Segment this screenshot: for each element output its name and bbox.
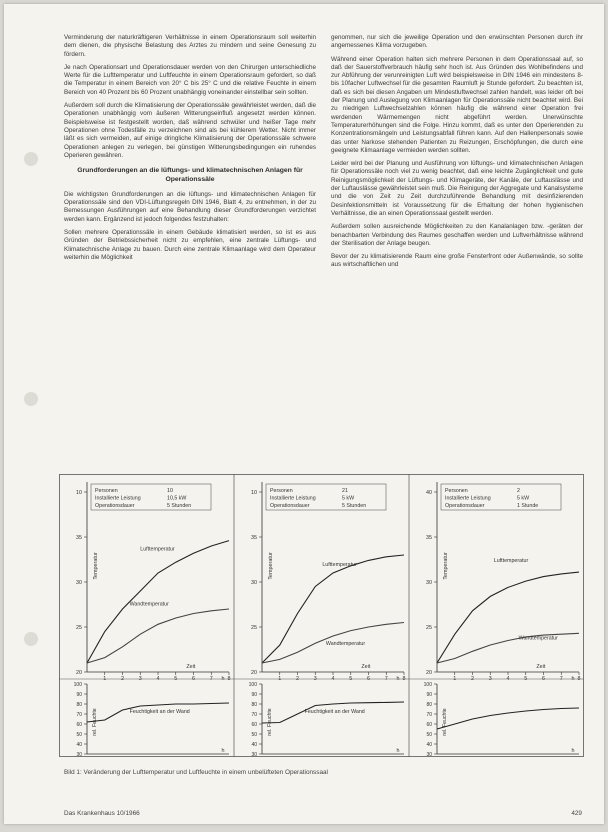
binder-hole	[24, 152, 38, 166]
x-tick-label: 8	[402, 676, 406, 682]
curve-label: Wandtemperatur	[325, 641, 366, 647]
journal-page	[4, 4, 604, 824]
x-tick-label: 3	[138, 676, 142, 682]
y-tick-label: 25	[76, 625, 82, 631]
legend-key: Installierte Leistung	[95, 495, 141, 502]
series-line	[87, 609, 229, 663]
y-tick-label: 40	[426, 490, 432, 496]
paragraph: Sollen mehrere Operationssäle in einem Gebäude klimatisiert werden, so ist es aus Gründen der Betriebssicherheit nicht zu empfehlen, eine zentrale Lüftungs- und Klimatechnische Anlage zu bauen. Durch eine zentrale Klimaanlage wird dem Operateur weiterhin die Möglichkeit	[64, 228, 316, 261]
y-tick-label: 25	[251, 625, 257, 631]
x-axis-label: Zeit	[186, 664, 196, 670]
x-tick-label: 2	[296, 676, 299, 682]
paragraph: genommen, nur sich die jeweilige Operation und den erwünschten Personen durch ihr angemessenes Klima vorzugeben.	[331, 34, 583, 50]
x-unit-label: h	[396, 676, 400, 682]
x-tick-label: 3	[313, 676, 317, 682]
legend-key: Operationsdauer	[445, 503, 485, 509]
figure-caption: Bild 1: Veränderung der Lufttemperatur und Luftfeuchte in einem unbelüfteten Operationssaal	[64, 769, 328, 776]
legend-value: 1 Stunde	[517, 503, 539, 509]
y-axis-label: Temperatur	[268, 552, 274, 580]
x-tick-label: 8	[577, 676, 581, 682]
x-unit-label: h	[571, 748, 575, 754]
legend-key: Personen	[270, 488, 293, 494]
series-line	[437, 572, 579, 663]
x-unit-label: h	[396, 748, 400, 754]
y-tick-label: 100	[73, 682, 82, 688]
y-axis-label: rel. Feuchte	[267, 708, 273, 736]
y-tick-label: 60	[426, 722, 432, 728]
y-tick-label: 50	[76, 732, 82, 738]
y-tick-label: 80	[426, 702, 432, 708]
legend-value: 5 Stunden	[167, 503, 192, 509]
y-tick-label: 10	[251, 490, 257, 496]
y-tick-label: 80	[76, 702, 82, 708]
paragraph: Die wichtigsten Grundforderungen an die lüftungs- und klimatechnischen Anlagen für Operationssäle sind den VDI-Lüftungsregeln DIN 1946, Blatt 4, zu entnehmen, in der zu Bemessungen Ausführungen auf eine Behandlung dieser Grundforderungen verzichtet werden kann. Ergänzend ist jedoch folgendes festzuhalten:	[64, 190, 316, 223]
legend-value: 21	[342, 488, 348, 494]
curve-label: Wandtemperatur	[129, 601, 169, 608]
legend-value: 10	[167, 488, 173, 494]
paragraph: Leider wird bei der Planung und Ausführung von lüftungs- und klimatechnischen Anlagen für Operationssäle noch viel zu wenig beachtet, daß eine leichte Zugänglichkeit und gute Reinigungsmöglichkeit der Lüftungs- und Klimageräte, der Kanäle, der Luftauslässe und der Luftauslässe gewährleistet sein muß. Die Reinigung der Aggregate und Kanalsysteme und die von Zeit zu Zeit durchzuführende Behandlung mit desinfizierenden Desinfektionsmitteln ist Voraussetzung für die Erhaltung der hohen hygienischen Verhältnisse, die an einen Operationssaal gestellt werden.	[331, 160, 583, 217]
x-tick-label: 4	[331, 676, 335, 682]
y-tick-label: 70	[251, 712, 257, 718]
y-tick-label: 60	[76, 722, 82, 728]
y-tick-label: 20	[76, 670, 82, 676]
figure-charts	[59, 474, 584, 757]
y-axis-label: Temperatur	[443, 552, 449, 580]
curve-label: Lufttemperatur	[493, 558, 529, 565]
x-tick-label: 5	[349, 676, 353, 682]
y-tick-label: 70	[426, 712, 432, 718]
y-tick-label: 10	[76, 490, 82, 496]
y-tick-label: 35	[76, 535, 82, 541]
y-tick-label: 40	[426, 742, 432, 748]
left-column	[64, 34, 316, 267]
legend-value: 2	[517, 488, 520, 494]
footer-page-number: 429	[571, 810, 582, 817]
legend-value: 10,5 kW	[167, 495, 187, 502]
legend-key: Operationsdauer	[270, 503, 310, 509]
x-axis-label: Zeit	[361, 664, 371, 670]
legend-value: 5 Stunden	[342, 503, 367, 509]
x-tick-label: 6	[192, 676, 195, 682]
y-tick-label: 25	[426, 625, 432, 631]
x-tick-label: 2	[471, 676, 474, 682]
legend-value: 5 kW	[517, 495, 530, 502]
x-tick-label: 8	[227, 676, 231, 682]
paragraph: Außerdem sollen ausreichende Möglichkeiten zu den Kanalanlagen bzw. -geräten der benachbarten Verbindung des Raumes geschaffen werden und Luftverhältnisse während der Sterilisation der Anlage beugen.	[331, 223, 583, 247]
y-tick-label: 40	[251, 742, 257, 748]
y-tick-label: 30	[251, 752, 257, 757]
figure	[59, 474, 584, 757]
y-tick-label: 80	[251, 702, 257, 708]
y-tick-label: 20	[426, 670, 432, 676]
paragraph: Während einer Operation halten sich mehrere Personen in dem Operationssaal auf, so daß der Sauerstoffverbrauch häufig sehr hoch ist. Aus Gründen des Wohlbefindens und zur Abführung der verunreinigten Luft wird beispielsweise in DIN 1946 ein mindestens 8- bis 10facher Luftwechsel für die gesamten Raumluft je Stunde gefordert. Zu beachten ist, daß es sich bei diesen Angaben um Mindestluftwechsel zahlen handelt, was leider oft bei der Planung und Auslegung von Klimaanlagen für Operationssäle nicht beachtet wird. Bei zu niedrigen Luftwechselzahlen können häufig die während einer Operation frei werdenden Wärmemengen nicht abgeführt werden. Unerwünschte Temperaturerhöhungen sind die Folge. Hinzu kommt, daß es unter den Operierenden zu Konzentrationsmängeln und Leistungsabfall führen kann. Auf den Hallenpersonals sowie das unter Narkose stehenden Patienten zu Reizungen, Erschöpfungen, die durch eine geeignete Klimaanlage vermieden werden sollten.	[331, 55, 583, 154]
y-tick-label: 100	[248, 682, 257, 688]
curve-label: Wandtemperatur	[518, 635, 558, 642]
x-unit-label: h	[221, 748, 225, 754]
binder-hole	[24, 392, 38, 406]
x-unit-label: h	[571, 676, 575, 682]
y-tick-label: 90	[426, 692, 432, 698]
y-tick-label: 35	[251, 535, 257, 541]
x-tick-label: 1	[278, 676, 282, 682]
legend-value: 5 kW	[342, 495, 355, 502]
x-tick-label: 6	[542, 676, 545, 682]
curve-label: Feuchtigkeit an der Wand	[129, 709, 190, 715]
y-tick-label: 50	[251, 732, 257, 738]
curve-label: Lufttemperatur	[322, 561, 357, 568]
y-tick-label: 30	[426, 752, 432, 757]
y-tick-label: 35	[426, 535, 432, 541]
paragraph: Je nach Operationsart und Operationsdauer werden von den Chirurgen unterschiedliche Werte für die Lufttemperatur und Luftfeuchte in einem Operationsraum gefordert, so daß die Temperatur in einem Bereich von 20° C bis 25° C und die relative Feuchte in einem Bereich von 40 Prozent bis 60 Prozent unabhängig voneinander einstellbar sein sollten.	[64, 63, 316, 96]
paragraph: Außerdem soll durch die Klimatisierung der Operationssäle gewährleistet werden, daß die Operationen unabhängig vom äußeren Witterungseinfluß angesetzt werden können. Beispielsweise ist festgestellt worden, daß während schwüler und heißer Tage mehr Operationen ohne Todesfälle zu verzeichnen sind als bei kühlerem Wetter. Nicht immer läßt es sich vermeiden, auf einige dringliche Klimatisierung der Operationssäle schwere Operationen anlegen zu verlegen, bei günstigen Witterungsbedingungen ein ruhendes Operieren gewähren.	[64, 102, 316, 159]
footer-journal: Das Krankenhaus 10/1966	[64, 810, 140, 817]
y-axis-label: Temperatur	[93, 552, 99, 580]
x-tick-label: 4	[506, 676, 510, 682]
y-axis-label: rel. Feuchte	[442, 708, 448, 736]
x-tick-label: 7	[209, 676, 213, 682]
y-tick-label: 90	[251, 692, 257, 698]
y-tick-label: 30	[251, 580, 257, 586]
y-tick-label: 90	[76, 692, 82, 698]
binder-hole	[24, 632, 38, 646]
x-tick-label: 7	[559, 676, 563, 682]
legend-key: Personen	[445, 488, 468, 494]
x-tick-label: 3	[488, 676, 492, 682]
x-tick-label: 1	[453, 676, 457, 682]
x-tick-label: 1	[103, 676, 107, 682]
legend-key: Installierte Leistung	[270, 495, 316, 502]
right-column	[331, 34, 583, 275]
x-axis-label: Zeit	[536, 664, 546, 670]
y-tick-label: 50	[426, 732, 432, 738]
x-tick-label: 7	[384, 676, 388, 682]
x-tick-label: 2	[121, 676, 124, 682]
paragraph: Verminderung der naturkräftigeren Verhältnisse in einem Operationsraum soll weiterhin dem dienen, die physische Belastung des Arztes zu mindern und seine Genesung zu fördern.	[64, 34, 316, 58]
y-tick-label: 40	[76, 742, 82, 748]
legend-key: Installierte Leistung	[445, 495, 491, 502]
legend-key: Operationsdauer	[95, 503, 135, 509]
legend-key: Personen	[95, 488, 118, 494]
y-tick-label: 30	[426, 580, 432, 586]
y-tick-label: 60	[251, 722, 257, 728]
y-tick-label: 100	[423, 682, 432, 688]
section-heading: Grundforderungen an die lüftungs- und klimatechnischen Anlagen für Operationssäle	[77, 167, 303, 183]
y-tick-label: 70	[76, 712, 82, 718]
x-tick-label: 5	[524, 676, 528, 682]
x-tick-label: 6	[367, 676, 370, 682]
curve-label: Feuchtigkeit an der Wand	[304, 709, 365, 715]
paragraph: Bevor der zu klimatisierende Raum eine große Fensterfront oder Außenwände, so sollte aus wirtschaftlichen und	[331, 253, 583, 269]
series-line	[437, 708, 579, 729]
curve-label: Lufttemperatur	[140, 546, 175, 553]
y-tick-label: 30	[76, 580, 82, 586]
y-axis-label: rel. Feuchte	[92, 708, 98, 736]
x-unit-label: h	[221, 676, 225, 682]
y-tick-label: 30	[76, 752, 82, 757]
x-tick-label: 4	[156, 676, 160, 682]
x-tick-label: 5	[174, 676, 178, 682]
y-tick-label: 20	[251, 670, 257, 676]
